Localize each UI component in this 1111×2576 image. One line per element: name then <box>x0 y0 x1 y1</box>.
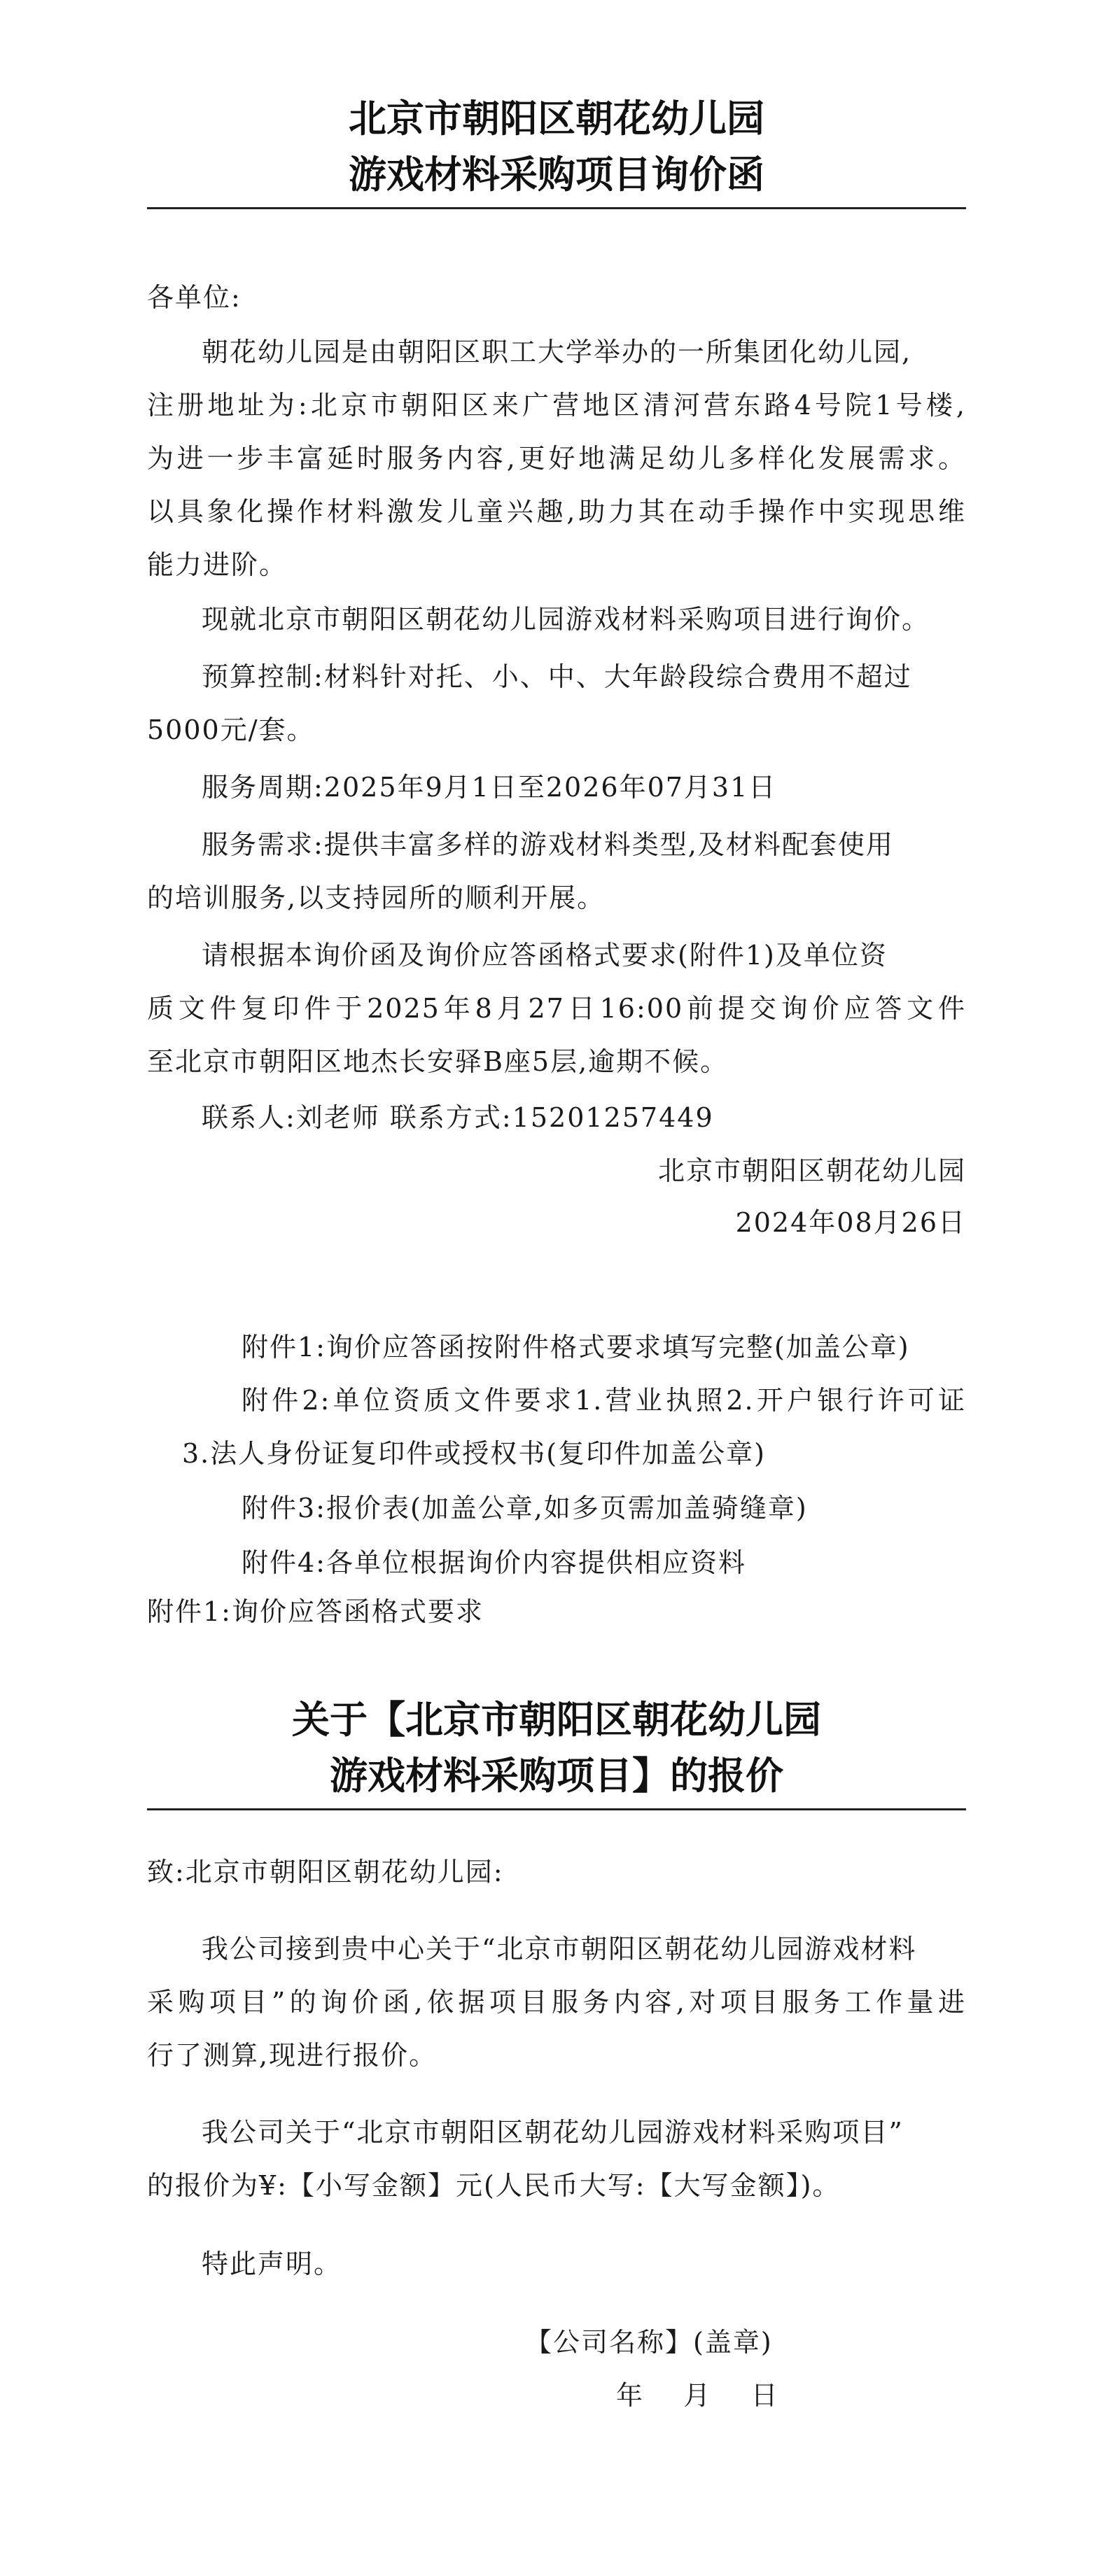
service-needs-line: 服务需求:提供丰富多样的游戏材料类型,及材料配套使用 <box>202 829 894 860</box>
intro-line: 以具象化操作材料激发儿童兴趣,助力其在动手操作中实现思维 <box>147 496 966 527</box>
letter-title-line1: 北京市朝阳区朝花幼儿园 <box>349 97 764 141</box>
quote-para1-line: 采购项目”的询价函,依据项目服务内容,对项目服务工作量进 <box>147 1987 966 2018</box>
attachment-heading: 附件1:询价应答函格式要求 <box>147 1596 484 1627</box>
quote-title-line2: 游戏材料采购项目】的报价 <box>330 1754 783 1798</box>
quote-title-line1: 关于【北京市朝阳区朝花幼儿园 <box>292 1698 821 1742</box>
intro-line: 注册地址为:北京市朝阳区来广营地区清河营东路4号院1号楼, <box>147 390 966 421</box>
submission-line: 请根据本询价函及询价应答函格式要求(附件1)及单位资 <box>202 940 888 971</box>
company-seal-line: 【公司名称】(盖章) <box>525 2327 773 2358</box>
contact-info: 联系人:刘老师 联系方式:15201257449 <box>202 1102 714 1133</box>
title-divider <box>147 207 966 209</box>
quote-title-divider <box>147 1808 966 1810</box>
attachment-2: 附件2:单位资质文件要求1.营业执照2.开户银行许可证 <box>242 1385 966 1416</box>
submission-line: 至北京市朝阳区地杰长安驿B座5层,逾期不候。 <box>147 1046 729 1077</box>
intro-line: 朝花幼儿园是由朝阳区职工大学举办的一所集团化幼儿园, <box>202 337 912 367</box>
quote-recipient: 致:北京市朝阳区朝花幼儿园: <box>147 1857 504 1887</box>
attachment-3: 附件3:报价表(加盖公章,如多页需加盖骑缝章) <box>242 1493 808 1523</box>
attachment-2-cont: 3.法人身份证复印件或授权书(复印件加盖公章) <box>182 1438 766 1469</box>
quote-para1-line: 我公司接到贵中心关于“北京市朝阳区朝花幼儿园游戏材料 <box>202 1934 917 1964</box>
intro-line: 能力进阶。 <box>147 549 288 580</box>
quote-para1-line: 行了测算,现进行报价。 <box>147 2040 438 2071</box>
attachment-1: 附件1:询价应答函按附件格式要求填写完整(加盖公章) <box>242 1332 910 1363</box>
submission-line: 质文件复印件于2025年8月27日16:00前提交询价应答文件 <box>147 993 966 1024</box>
quote-para2-line: 我公司关于“北京市朝阳区朝花幼儿园游戏材料采购项目” <box>202 2117 904 2148</box>
budget-line: 预算控制:材料针对托、小、中、大年龄段综合费用不超过 <box>202 661 912 692</box>
budget-line: 5000元/套。 <box>147 715 315 745</box>
salutation: 各单位: <box>147 282 242 313</box>
attachment-4: 附件4:各单位根据询价内容提供相应资料 <box>242 1547 746 1578</box>
service-needs-line: 的培训服务,以支持园所的顺利开展。 <box>147 882 606 913</box>
letter-title-line2: 游戏材料采购项目询价函 <box>349 153 764 197</box>
date-blank: 年 月 日 <box>616 2380 779 2411</box>
intro-line: 为进一步丰富延时服务内容,更好地满足幼儿多样化发展需求。 <box>147 443 966 474</box>
service-period: 服务周期:2025年9月1日至2026年07月31日 <box>202 772 777 803</box>
issuer-name: 北京市朝阳区朝花幼儿园 <box>657 1155 966 1186</box>
quote-para2-line: 的报价为¥:【小写金额】元(人民币大写:【大写金额】)。 <box>147 2170 841 2201</box>
inquiry-text: 现就北京市朝阳区朝花幼儿园游戏材料采购项目进行询价。 <box>202 604 930 635</box>
issue-date: 2024年08月26日 <box>735 1207 966 1238</box>
declaration: 特此声明。 <box>202 2248 342 2279</box>
